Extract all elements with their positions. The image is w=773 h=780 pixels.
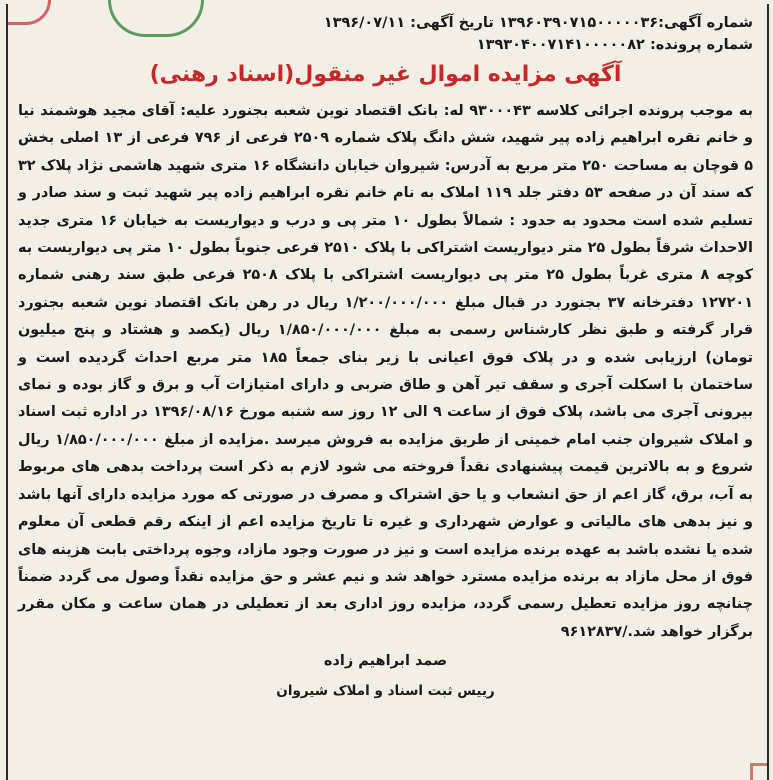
red-corner-mark <box>750 763 767 780</box>
signature-block <box>18 648 753 704</box>
signatory-role: رییس ثبت اسناد و املاک شیروان <box>276 683 495 700</box>
notice-body <box>18 98 753 646</box>
notice-title: آگهی مزایده اموال غیر منقول(اسناد رهنی) <box>149 62 622 87</box>
signatory-name: صمد ابراهیم زاده <box>323 653 448 670</box>
notice-body-paragraph: به موجب پرونده اجرائی کلاسه ۹۳۰۰۰۴۳ له: بانک اقتصاد نوین شعبه بجنورد علیه: آقای مجید هوشمند نیا و خانم نقره ابراهیم زاده پیر شهید، شش دانگ پلاک شماره ۲۵۰۹ فرعی از ۷۹۶ فرعی از ۱۳ اصلی بخش ۵ قوچان به مساحت ۲۵۰ متر مربع به آدرس: شیروان خیابان دانشگاه ۱۶ متری شهید هاشمی نژاد پلاک ۳۲ که سند آن در صفحه ۵۳ دفتر جلد ۱۱۹ املاک به نام خانم نقره ابراهیم زاده پیر شهید ثبت و سند صادر و تسلیم شده است محدود به حدود : شمالاً بطول ۱۰ متر پی و درب و دیواریست به خیابان ۱۶ متری جدید الاحداث شرقاً بطول ۲۵ متر دیواریست اشتراکی با پلاک ۲۵۱۰ فرعی جنوباً بطول ۱۰ متر پی دیواریست به کوچه ۸ متری غرباً بطول ۲۵ متر پی دیواریست اشتراکی با پلاک ۲۵۰۸ فرعی طبق سند رهنی شماره ۱۲۷۲۰۱ دفترخانه ۳۷ بجنورد در قبال مبلغ ۱/۲۰۰/۰۰۰/۰۰۰ ریال در رهن بانک اقتصاد نوین شعبه بجنورد قرار گرفته و طبق نظر کارشناس رسمی به مبلغ ۱/۸۵۰/۰۰۰/۰۰۰ ریال (یکصد و هشتاد و پنج میلیون تومان) ارزیابی شده و در پلاک فوق اعیانی با زیر بنای جمعاً ۱۸۵ متر مربع احداث گردیده است و ساختمان با اسکلت آجری و سقف تیر آهن و طاق ضربی و دارای امتیازات آب و برق و گاز بوده و نمای بیرونی آجری می باشد، پلاک فوق از ساعت ۹ الی ۱۲ روز سه شنبه مورخ ۱۳۹۶/۰۸/۱۶ در اداره ثبت اسناد و املاک شیروان جنب امام خمینی از طریق مزایده به فروش میرسد .مزایده از مبلغ ۱/۸۵۰/۰۰۰/۰۰۰ ریال شروع و به بالاترین قیمت پیشنهادی نقداً فروخته می شود لازم به ذکر است پرداخت بدهی های مربوط به آب، برق، گاز اعم از حق انشعاب و یا حق اشتراک و مصرف در صورتی که مورد مزایده دارای آنها باشد و نیز بدهی های مالیاتی و عوارض شهرداری و غیره تا تاریخ مزایده اعم از اینکه رقم قطعی آن معلوم شده یا نشده باشد به عهده برنده مزایده است و نیز در صورت وجود مازاد، وجوه پرداختی بابت هزینه های فوق از محل مازاد به برنده مزایده مسترد خواهد شد و نیم عشر و حق مزایده نقداً وصول می گردد ضمناً چنانچه روز مزایده تعطیل رسمی گردد، مزایده روز اداری بعد از تعطیلی در همان ساعت و مکان مقرر برگزار خواهد شد./۹۶۱۲۸۳۷ <box>18 103 754 640</box>
file-number-line: شماره پرونده: ۱۳۹۳۰۴۰۰۷۱۴۱۰۰۰۰۰۸۲ <box>476 37 753 53</box>
ad-number-line: شماره آگهی:۱۳۹۶۰۳۹۰۷۱۵۰۰۰۰۰۳۶ تاریخ آگهی: ۱۳۹۶/۰۷/۱۱ <box>323 15 753 31</box>
